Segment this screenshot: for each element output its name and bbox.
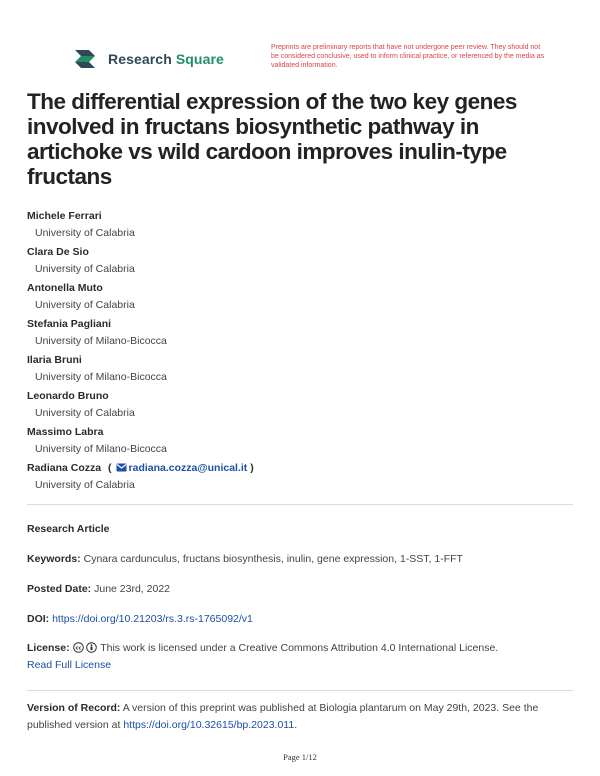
author-affiliation: University of Calabria: [35, 407, 135, 419]
author-name: Antonella Muto: [27, 282, 103, 294]
author-affiliation: University of Milano-Bicocca: [35, 443, 167, 455]
posted-date-row: [27, 581, 573, 598]
section-divider: [27, 504, 573, 505]
keywords-label: Keywords:: [27, 553, 81, 565]
doi-label: DOI:: [27, 613, 50, 625]
author-entry: [27, 282, 567, 318]
svg-text:cc: cc: [75, 645, 81, 652]
author-entry: [27, 246, 567, 282]
author-name: Massimo Labra: [27, 426, 104, 438]
author-name: Michele Ferrari: [27, 210, 102, 222]
license-label: License:: [27, 642, 70, 654]
logo-text-square: Square: [175, 51, 224, 67]
author-entry: [27, 462, 567, 498]
author-email-link[interactable]: radiana.cozza@unical.it: [128, 462, 248, 474]
license-row: [27, 640, 573, 674]
research-square-logo-icon: [75, 48, 101, 70]
author-entry: [27, 210, 567, 246]
author-affiliation: University of Calabria: [35, 227, 135, 239]
posted-date-value: June 23rd, 2022: [94, 583, 171, 595]
author-name-with-email: [27, 462, 567, 478]
author-entry: [27, 390, 567, 426]
research-square-logo[interactable]: [75, 48, 224, 70]
keywords-value: Cynara cardunculus, fructans biosynthesis, inulin, gene expression, 1-SST, 1-FFT: [83, 553, 463, 565]
keywords-row: [27, 551, 573, 568]
posted-date-label: Posted Date:: [27, 583, 92, 595]
author-entry: [27, 354, 567, 390]
article-type: [27, 521, 573, 538]
author-name: Radiana Cozza: [27, 462, 102, 474]
author-list: [27, 210, 567, 498]
paper-title: The differential expression of the two key genes involved in fructans biosynthetic pathway in artichoke vs wild cardoon improves inulin-type fructans: [27, 89, 517, 189]
envelope-icon: [116, 463, 127, 472]
cc-icon: [73, 642, 84, 653]
header: [75, 44, 545, 78]
version-of-record-row: [27, 700, 573, 734]
author-affiliation: University of Calabria: [35, 263, 135, 275]
version-of-record-text: A version of this preprint was published at Biologia plantarum on May 29th, 2023. See the published version at: [27, 702, 539, 731]
author-affiliation: University of Milano-Bicocca: [35, 371, 167, 383]
author-name: Clara De Sio: [27, 246, 89, 258]
logo-text: [108, 51, 224, 67]
logo-text-research: Research: [108, 51, 172, 67]
version-of-record-end: .: [294, 719, 298, 731]
read-full-license-link[interactable]: Read Full License: [27, 659, 112, 671]
by-icon: [86, 642, 97, 653]
preprint-disclaimer: Preprints are preliminary reports that have not undergone peer review. They should not be considered conclusive, used to inform clinical practice, or referenced by the media as validated information.: [271, 44, 545, 69]
author-name: Stefania Pagliani: [27, 318, 112, 330]
author-name: Leonardo Bruno: [27, 390, 109, 402]
email-group: [104, 462, 254, 474]
version-of-record-label: Version of Record:: [27, 702, 121, 714]
page-number: Page 1/12: [283, 752, 317, 762]
author-affiliation: University of Milano-Bicocca: [35, 335, 167, 347]
doi-link[interactable]: https://doi.org/10.21203/rs.3.rs-1765092/v1: [52, 613, 253, 625]
open-paren: (: [108, 462, 112, 474]
published-version-link[interactable]: https://doi.org/10.32615/bp.2023.011: [123, 719, 295, 731]
author-entry: [27, 426, 567, 462]
author-name: Ilaria Bruni: [27, 354, 82, 366]
author-affiliation: University of Calabria: [35, 479, 135, 491]
license-text: This work is licensed under a Creative Commons Attribution 4.0 International License.: [100, 642, 499, 654]
author-affiliation: University of Calabria: [35, 299, 135, 311]
section-divider: [27, 690, 573, 691]
author-entry: [27, 318, 567, 354]
close-paren: ): [247, 462, 254, 474]
doi-row: [27, 611, 573, 628]
article-type-label: Research Article: [27, 523, 110, 535]
